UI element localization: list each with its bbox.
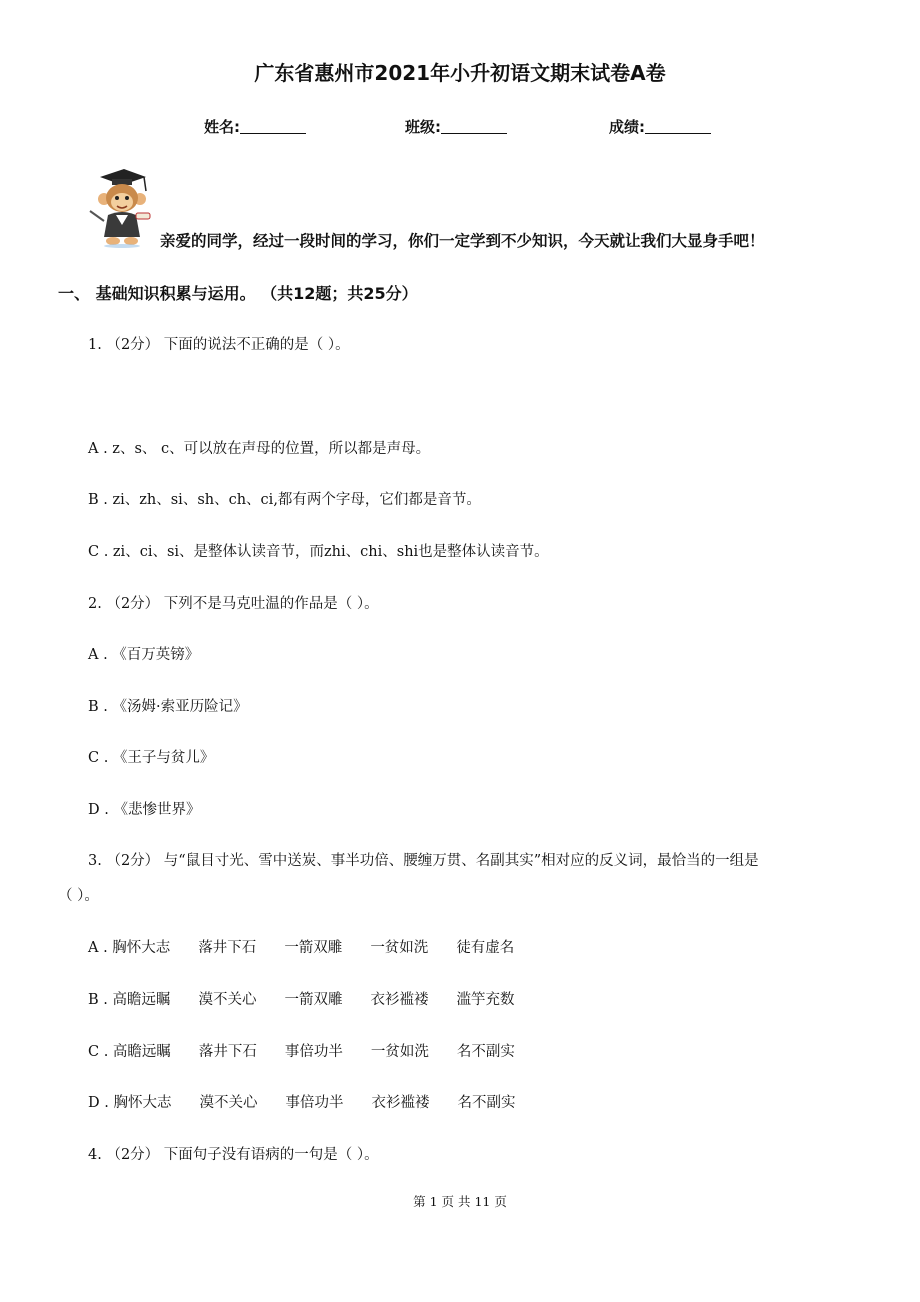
question-3-option-c[interactable] bbox=[88, 1040, 515, 1061]
option-term: 事倍功半 bbox=[285, 1095, 344, 1111]
question-4-stem: 4. （2分） 下面句子没有语病的一句是（ ）。 bbox=[88, 1147, 379, 1163]
question-2-option-d[interactable]: D . 《悲惨世界》 bbox=[88, 802, 201, 818]
option-term: 落井下石 bbox=[198, 1044, 257, 1060]
option-term: A . 胸怀大志 bbox=[88, 940, 171, 956]
option-term: C . 高瞻远瞩 bbox=[88, 1044, 171, 1060]
question-2-option-a[interactable]: A . 《百万英镑》 bbox=[88, 647, 200, 663]
option-term: 漠不关心 bbox=[198, 992, 257, 1008]
question-2-option-c[interactable]: C . 《王子与贫儿》 bbox=[88, 750, 215, 766]
option-term: 衣衫褴褛 bbox=[371, 1095, 430, 1111]
question-2-stem: 2. （2分） 下列不是马克吐温的作品是（ ）。 bbox=[88, 596, 379, 612]
option-term: 一贫如洗 bbox=[370, 940, 429, 956]
name-blank bbox=[240, 119, 306, 134]
question-3-stem-continued: （ ）。 bbox=[58, 888, 99, 904]
option-term: 滥竽充数 bbox=[456, 992, 515, 1008]
question-3-stem: 3. （2分） 与“鼠目寸光、雪中送炭、事半功倍、腰缠万贯、名副其实”相对应的反义词，最恰当的一组是 bbox=[88, 853, 759, 869]
option-term: 名不副实 bbox=[456, 1044, 515, 1060]
graduate-monkey-icon bbox=[86, 165, 156, 249]
score-blank bbox=[645, 119, 711, 134]
option-term: 一贫如洗 bbox=[370, 1044, 429, 1060]
question-1-stem: 1. （2分） 下面的说法不正确的是（ ）。 bbox=[88, 337, 350, 353]
option-term: 名不副实 bbox=[457, 1095, 516, 1111]
greeting-text: 亲爱的同学，经过一段时间的学习，你们一定学到不少知识，今天就让我们大显身手吧！ bbox=[160, 232, 765, 250]
class-label: 班级: bbox=[405, 118, 441, 136]
option-term: 事倍功半 bbox=[284, 1044, 343, 1060]
score-label: 成绩: bbox=[609, 118, 645, 136]
page-footer: 第 1 页 共 11 页 bbox=[413, 1194, 507, 1209]
score-field bbox=[609, 116, 711, 137]
question-1-option-c[interactable]: C . zi、ci、si、是整体认读音节，而zhi、chi、shi也是整体认读音节。 bbox=[88, 544, 549, 560]
option-term: 徒有虚名 bbox=[456, 940, 515, 956]
page-title: 广东省惠州市2021年小升初语文期末试卷A卷 bbox=[254, 61, 666, 85]
question-1-option-a[interactable]: A . z、s、 c、可以放在声母的位置，所以都是声母。 bbox=[88, 441, 431, 457]
question-1-option-b[interactable]: B . zi、zh、si、sh、ch、ci,都有两个字母，它们都是音节。 bbox=[88, 492, 481, 508]
option-term: 一箭双雕 bbox=[284, 992, 343, 1008]
section-heading: 一、 基础知识积累与运用。 （共12题；共25分） bbox=[58, 284, 418, 303]
name-label: 姓名: bbox=[204, 118, 240, 136]
question-3-option-d[interactable] bbox=[88, 1091, 515, 1112]
option-term: 衣衫褴褛 bbox=[370, 992, 429, 1008]
option-term: B . 高瞻远瞩 bbox=[88, 992, 171, 1008]
option-term: 一箭双雕 bbox=[284, 940, 343, 956]
question-3-option-a[interactable] bbox=[88, 936, 514, 957]
option-term: 漠不关心 bbox=[199, 1095, 258, 1111]
option-term: D . 胸怀大志 bbox=[88, 1095, 172, 1111]
name-field bbox=[204, 116, 306, 137]
class-field bbox=[405, 116, 507, 137]
option-term: 落井下石 bbox=[198, 940, 257, 956]
question-3-option-b[interactable] bbox=[88, 988, 514, 1009]
class-blank bbox=[441, 119, 507, 134]
question-2-option-b[interactable]: B . 《汤姆·索亚历险记》 bbox=[88, 699, 248, 715]
